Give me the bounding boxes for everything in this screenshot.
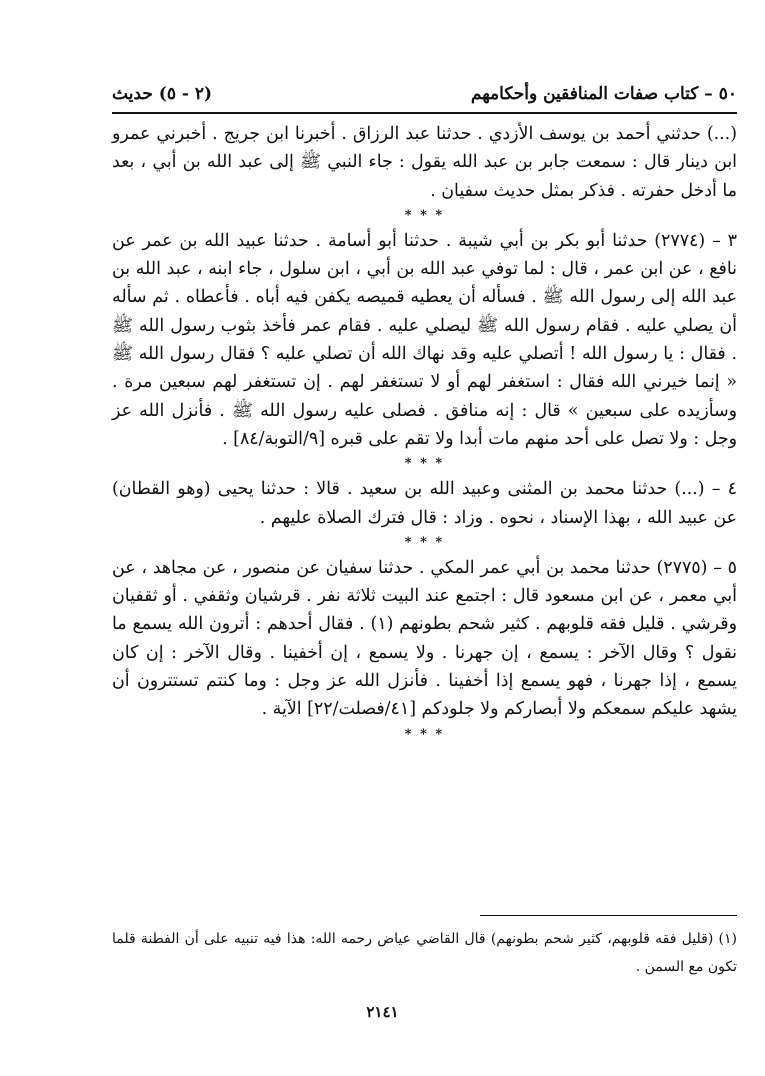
footnote-divider: [480, 915, 737, 916]
page-number: ٢١٤١: [366, 1003, 399, 1021]
footnote: (١) (قليل فقه قلوبهم، كثير شحم بطونهم) قال القاضي عياض رحمه الله: هذا فيه تنبيه على أن الفطنة قلما تكون مع السمن .: [112, 931, 737, 975]
section-separator: * * *: [404, 207, 445, 223]
section-separator: * * *: [404, 456, 445, 472]
section-separator: * * *: [404, 534, 445, 550]
hadith-paragraph-4: ٥ – (٢٧٧٥) حدثنا محمد بن أبي عمر المكي . حدثنا سفيان عن منصور ، عن مجاهد ، عن أبي معمر ، عن ابن مسعود قال : اجتمع عند البيت ثلاثة نفر . قرشيان وثقفي . أو ثقفيان وقرشي . قليل فقه قلوبهم . كثير شحم بطونهم (١) . فقال أحدهم : أترون الله يسمع ما نقول ؟ وقال الآخر : يسمع ، إن جهرنا . ولا يسمع ، إن أخفينا . وقال الآخر : إن كان يسمع ، إذا جهرنا ، فهو يسمع إذا أخفينا . فأنزل الله عز وجل : وما كنتم تستترون أن يشهد عليكم سمعكم ولا أبصاركم ولا جلودكم [٤١/فصلت/٢٢] الآية .: [112, 557, 737, 720]
hadith-text: [112, 120, 737, 746]
section-separator: * * *: [404, 726, 445, 742]
running-header: [112, 82, 737, 114]
header-chapter-title: ٥٠ – كتاب صفات المنافقين وأحكامهم: [470, 84, 737, 104]
hadith-paragraph-3: ٤ – (...) حدثنا محمد بن المثنى وعبيد الله بن سعيد . قالا : حدثنا يحيى (وهو القطان) عن عبيد الله ، بهذا الإسناد ، نحوه . وزاد : قال فترك الصلاة عليهم .: [112, 479, 737, 528]
hadith-paragraph-2: ٣ – (٢٧٧٤) حدثنا أبو بكر بن أبي شيبة . حدثنا أبو أسامة . حدثنا عبيد الله بن عمر عن نافع ، عن ابن عمر ، قال : لما توفي عبد الله بن أبي ، ابن سلول ، جاء ابنه ، عبد الله بن عبد الله إلى رسول الله ﷺ . فسأله أن يعطيه قميصه يكفن فيه أباه . فأعطاه . ثم سأله أن يصلي عليه . فقام رسول الله ﷺ ليصلي عليه . فقام عمر فأخذ بثوب رسول الله ﷺ . فقال : يا رسول الله ! أتصلي عليه وقد نهاك الله أن تصلي عليه ؟ فقال رسول الله ﷺ « إنما خيرني الله فقال : استغفر لهم أو لا تستغفر لهم . إن تستغفر لهم سبعين مرة . وسأزيده على سبعين » قال : إنه منافق . فصلى عليه رسول الله ﷺ . فأنزل الله عز وجل : ولا تصل على أحد منهم مات أبدا ولا تقم على قبره [٩/التوبة/٨٤] .: [112, 230, 737, 449]
hadith-paragraph-1: (...) حدثني أحمد بن يوسف الأزدي . حدثنا عبد الرزاق . أخبرنا ابن جريج . أخبرني عمرو ابن دينار قال : سمعت جابر بن عبد الله يقول : جاء النبي ﷺ إلى عبد الله بن أبي ، بعد ما أدخل حفرته . فذكر بمثل حديث سفيان .: [112, 124, 737, 201]
header-hadith-range: (٢ - ٥) حديث: [112, 84, 213, 104]
